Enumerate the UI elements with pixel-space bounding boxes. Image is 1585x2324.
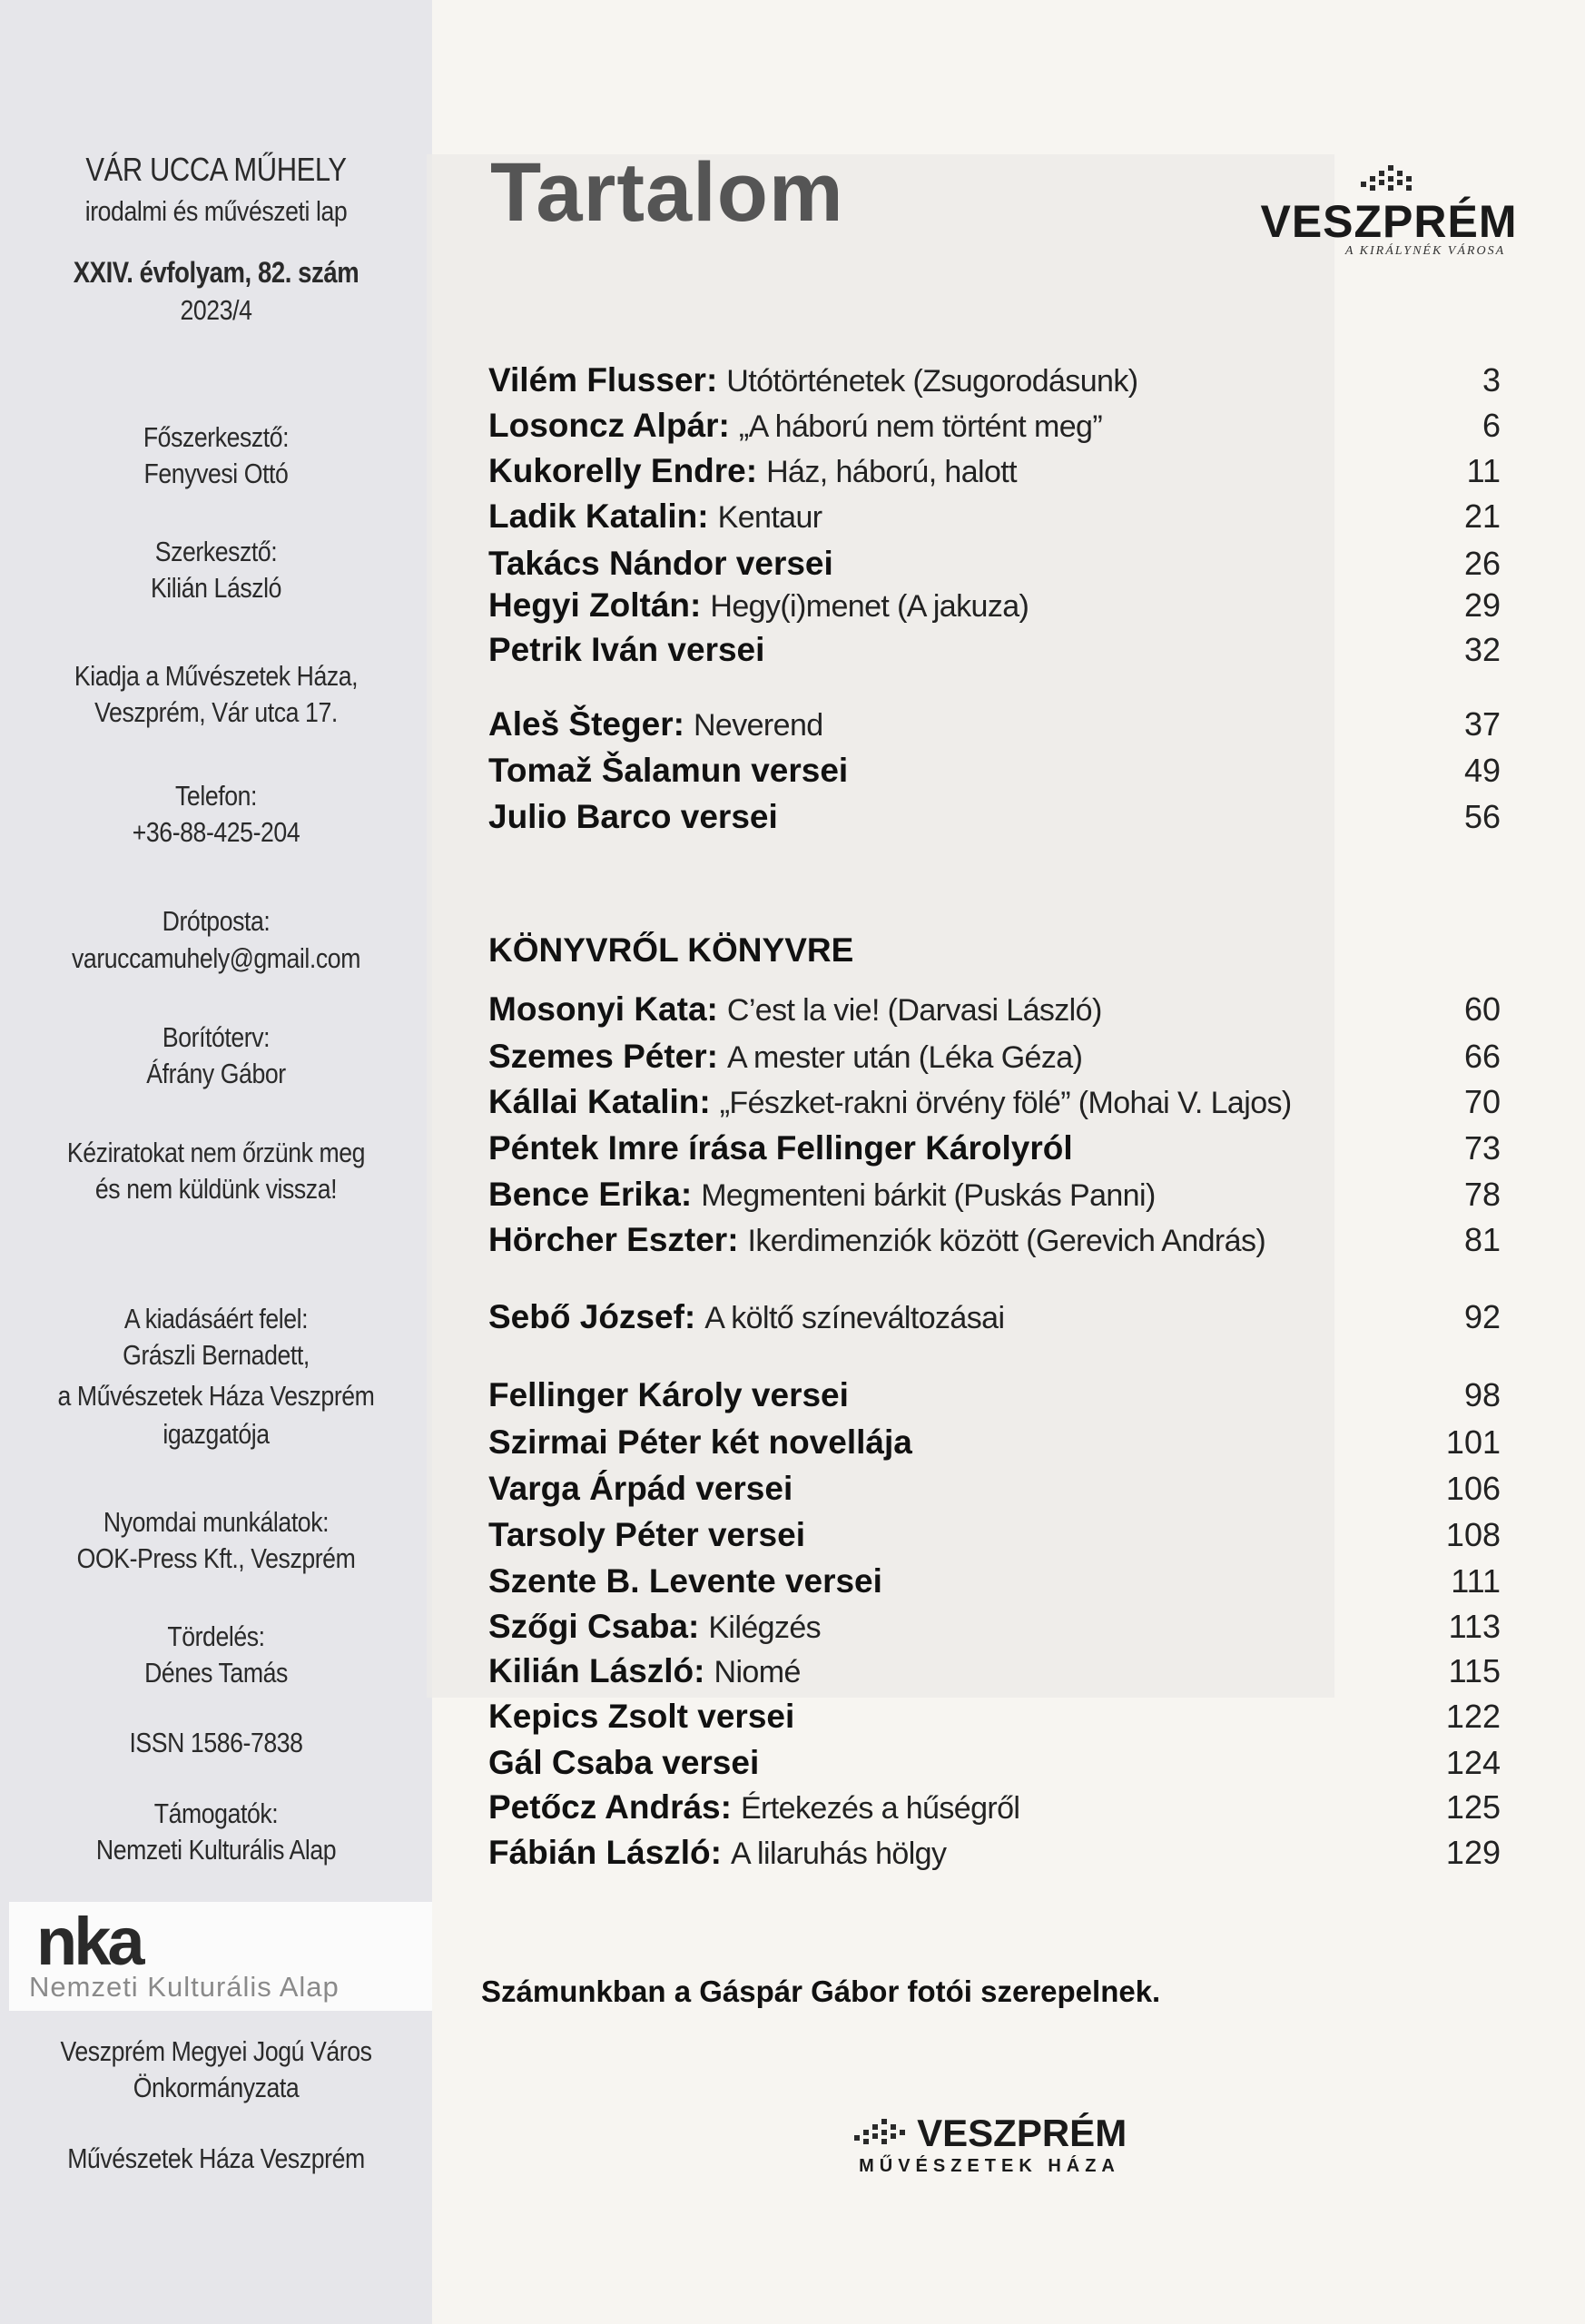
toc-page-number: 122 <box>1445 1698 1501 1735</box>
toc-entry <box>488 1035 1501 1078</box>
toc-title: A mester után (Léka Géza) <box>726 1040 1083 1075</box>
toc-title: Niomé <box>714 1655 801 1689</box>
toc-author: Kukorelly Endre: <box>488 452 758 489</box>
toc-entry <box>488 542 1501 586</box>
toc-page-number: 21 <box>1463 497 1501 535</box>
chief-editor: Fenyvesi Ottó <box>143 458 289 489</box>
toc-entry <box>488 1649 1501 1693</box>
supporter-city-1: Veszprém Megyei Jogú Város <box>60 2035 372 2067</box>
toc-page-number: 98 <box>1463 1376 1501 1413</box>
toc-author: Szirmai Péter két novellája <box>488 1423 912 1461</box>
toc-page-number: 37 <box>1463 705 1501 743</box>
arts-house-logo <box>817 2113 1162 2186</box>
toc-page-number: 6 <box>1482 407 1501 444</box>
crown-icon <box>852 2122 917 2152</box>
phone-label: Telefon: <box>175 780 257 812</box>
toc-entry <box>488 404 1501 448</box>
toc-title: Hegy(i)menet (A jakuza) <box>710 589 1029 624</box>
cover-designer: Áfrány Gábor <box>146 1058 286 1089</box>
toc-page-number: 124 <box>1445 1744 1501 1781</box>
toc-entry <box>488 1295 1501 1339</box>
layout-person: Dénes Tamás <box>144 1657 288 1689</box>
section-heading: KÖNYVRŐL KÖNYVRE <box>488 931 854 969</box>
toc-author: Petőcz András: <box>488 1788 732 1826</box>
toc-page-number: 26 <box>1463 545 1501 582</box>
toc-author: Gál Csaba versei <box>488 1744 760 1781</box>
toc-entry <box>488 1831 1501 1875</box>
toc-entry <box>488 1374 1501 1417</box>
toc-author: Szőgi Csaba: <box>488 1608 700 1645</box>
toc-entry <box>488 988 1501 1031</box>
arts-house-subtitle: MŰVÉSZETEK HÁZA <box>859 2156 1120 2176</box>
toc-page-number: 73 <box>1463 1129 1501 1167</box>
toc-page-number: 106 <box>1445 1470 1501 1507</box>
toc-entry <box>488 1786 1501 1829</box>
toc-title: Utótörténetek (Zsugorodásunk) <box>726 364 1138 399</box>
toc-entry <box>488 1560 1501 1603</box>
toc-author: Hegyi Zoltán: <box>488 586 702 624</box>
toc-author: Tomaž Šalamun versei <box>488 752 849 789</box>
publisher-line-2: Veszprém, Vár utca 17. <box>94 696 338 728</box>
toc-title: Neverend <box>693 708 823 743</box>
toc-author: Hörcher Eszter: <box>488 1221 739 1258</box>
toc-title: C’est la vie! (Darvasi László) <box>726 993 1102 1028</box>
toc-author: Tarsoly Péter versei <box>488 1516 805 1553</box>
issn: ISSN 1586-7838 <box>129 1727 303 1758</box>
toc-title: Kilégzés <box>708 1610 822 1645</box>
editor: Kilián László <box>150 572 282 604</box>
toc-page-number: 108 <box>1445 1516 1501 1553</box>
toc-title: Megmenteni bárkit (Puskás Panni) <box>701 1178 1156 1213</box>
toc-author: Kepics Zsolt versei <box>488 1698 795 1735</box>
toc-author: Mosonyi Kata: <box>488 990 718 1028</box>
toc-page-number: 92 <box>1463 1298 1501 1335</box>
toc-entry <box>488 703 1501 746</box>
toc-title: „A háború nem történt meg” <box>738 409 1103 444</box>
toc-author: Fellinger Károly versei <box>488 1376 849 1413</box>
page-title: Tartalom <box>490 146 844 239</box>
toc-page-number: 3 <box>1482 361 1501 399</box>
toc-page-number: 29 <box>1463 586 1501 624</box>
toc-entry <box>488 1421 1501 1464</box>
publisher-line-1: Kiadja a Művészetek Háza, <box>74 660 359 692</box>
toc-page-number: 78 <box>1463 1176 1501 1213</box>
toc-entry <box>488 795 1501 839</box>
supporter-arts-house: Művészetek Háza Veszprém <box>67 2142 365 2174</box>
toc-author: Ladik Katalin: <box>488 497 709 535</box>
issue: 2023/4 <box>180 294 252 326</box>
supporters-label: Támogatók: <box>153 1797 279 1829</box>
toc-author: Julio Barco versei <box>488 798 778 835</box>
toc-entry <box>488 495 1501 538</box>
phone: +36-88-425-204 <box>132 816 300 848</box>
toc-page-number: 129 <box>1445 1834 1501 1871</box>
toc-entry <box>488 1695 1501 1738</box>
toc-page-number: 81 <box>1463 1221 1501 1258</box>
toc-entry <box>488 1513 1501 1557</box>
printer-label: Nyomdai munkálatok: <box>103 1506 330 1538</box>
toc-title: A költő színeváltozásai <box>704 1301 1005 1335</box>
toc-entry <box>488 1080 1501 1124</box>
logo-name: VESZPRÉM <box>1260 196 1518 247</box>
nka-logo-subtitle: Nemzeti Kulturális Alap <box>29 1971 340 2003</box>
toc-entry <box>488 1173 1501 1216</box>
toc-author: Kilián László: <box>488 1652 705 1689</box>
toc-entry <box>488 1605 1501 1649</box>
magazine-name: VÁR UCCA MŰHELY <box>85 151 347 188</box>
toc-author: Kállai Katalin: <box>488 1083 711 1120</box>
toc-entry <box>488 449 1501 493</box>
toc-page-number: 49 <box>1463 752 1501 789</box>
cover-label: Borítóterv: <box>162 1021 271 1053</box>
toc-title: Kentaur <box>717 500 822 535</box>
logo-subtitle: A KIRÁLYNÉK VÁROSA <box>1344 244 1506 258</box>
toc-title: A lilaruhás hölgy <box>731 1837 947 1871</box>
arts-house-name: VESZPRÉM <box>917 2112 1127 2154</box>
toc-title: „Fészket-rakni örvény fölé” (Mohai V. Lajos) <box>719 1086 1292 1120</box>
layout-label: Tördelés: <box>167 1620 265 1652</box>
toc-entry <box>488 1467 1501 1511</box>
supporter-city-2: Önkormányzata <box>133 2072 300 2103</box>
toc-author: Bence Erika: <box>488 1176 693 1213</box>
toc-page-number: 11 <box>1466 452 1501 489</box>
email-label: Drótposta: <box>162 905 271 937</box>
toc-page-number: 32 <box>1463 631 1501 668</box>
responsible-role: igazgatója <box>162 1418 270 1450</box>
toc-entry <box>488 628 1501 672</box>
toc-entry <box>488 359 1501 402</box>
veszprem-logo <box>1248 163 1530 263</box>
toc-entry <box>488 1127 1501 1170</box>
crown-icon <box>1248 163 1530 198</box>
toc-page-number: 66 <box>1463 1038 1501 1075</box>
toc-author: Aleš Šteger: <box>488 705 684 743</box>
toc-title: Értekezés a hűségről <box>740 1791 1020 1826</box>
toc-entry <box>488 584 1501 627</box>
toc-entry <box>488 1741 1501 1785</box>
toc-author: Vilém Flusser: <box>488 361 718 399</box>
notice-line-1: Kéziratokat nem őrzünk meg <box>66 1137 366 1168</box>
nka-logo: nka <box>36 1904 142 1979</box>
notice-line-2: és nem küldünk vissza! <box>94 1173 338 1205</box>
toc-page-number: 60 <box>1463 990 1501 1028</box>
toc-title: Ikerdimenziók között (Gerevich András) <box>747 1224 1266 1258</box>
toc-page-number: 111 <box>1451 1562 1501 1600</box>
printer: OOK-Press Kft., Veszprém <box>76 1542 356 1574</box>
volume: XXIV. évfolyam, 82. szám <box>73 256 359 289</box>
chief-editor-label: Főszerkesztő: <box>143 421 290 453</box>
toc-author: Fábián László: <box>488 1834 722 1871</box>
toc-author: Losoncz Alpár: <box>488 407 730 444</box>
arts-house-logo-name <box>817 2113 1162 2158</box>
editor-label: Szerkesztő: <box>154 536 278 567</box>
toc-page-number: 125 <box>1445 1788 1501 1826</box>
email: varuccamuhely@gmail.com <box>72 942 360 974</box>
toc-author: Sebő József: <box>488 1298 696 1335</box>
responsible-name: Grászli Bernadett, <box>123 1339 310 1371</box>
toc-page-number: 70 <box>1463 1083 1501 1120</box>
toc-page-number: 113 <box>1448 1608 1501 1645</box>
toc-title: Ház, háború, halott <box>766 455 1017 489</box>
responsible-org: a Művészetek Háza Veszprém <box>57 1380 375 1412</box>
toc-author: Petrik Iván versei <box>488 631 765 668</box>
toc-author: Péntek Imre írása Fellinger Károlyról <box>488 1129 1073 1167</box>
toc-entry <box>488 749 1501 793</box>
toc-page-number: 115 <box>1448 1652 1501 1689</box>
toc-page-number: 56 <box>1463 798 1501 835</box>
toc-author: Szemes Péter: <box>488 1038 718 1075</box>
responsible-label: A kiadásáért felel: <box>123 1303 309 1334</box>
photo-credit: Számunkban a Gáspár Gábor fotói szerepelnek. <box>481 1974 1161 2008</box>
toc-author: Szente B. Levente versei <box>488 1562 882 1600</box>
magazine-subtitle: irodalmi és művészeti lap <box>84 195 348 227</box>
toc-author: Takács Nándor versei <box>488 545 833 582</box>
toc-page-number: 101 <box>1445 1423 1501 1461</box>
toc-author: Varga Árpád versei <box>488 1470 793 1507</box>
supporter-nka: Nemzeti Kulturális Alap <box>95 1834 337 1866</box>
toc-entry <box>488 1218 1501 1262</box>
nka-logo-block <box>9 1902 432 2011</box>
